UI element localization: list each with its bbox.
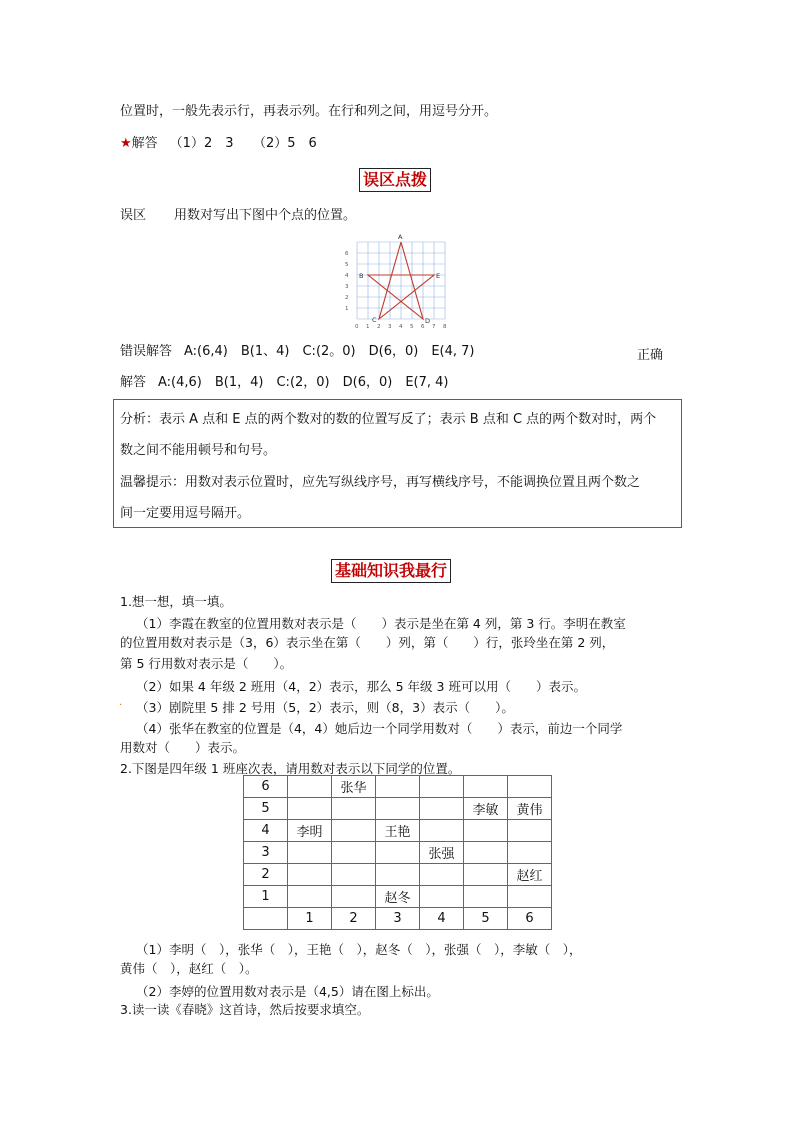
table-cell <box>420 776 464 798</box>
q2-answer-line-2: 黄伟（ ），赵红（ ）。 <box>120 961 258 976</box>
table-cell <box>420 820 464 842</box>
correct-answer-text: A:(4,6) B(1，4) C:(2，0) D(6，0) E(7, 4) <box>158 375 449 390</box>
table-cell: 3 <box>244 842 288 864</box>
table-cell <box>332 820 376 842</box>
table-cell: 赵红 <box>508 864 552 886</box>
y-tick-label: 3 <box>345 284 349 290</box>
answer-line <box>120 136 317 152</box>
y-tick-label: 5 <box>345 262 349 268</box>
table-row <box>244 820 552 842</box>
table-row <box>244 842 552 864</box>
wrong-answer-label: 错误解答 <box>120 344 173 359</box>
y-tick-label: 2 <box>345 295 349 301</box>
tip-line-1 <box>120 471 640 490</box>
table-cell <box>332 864 376 886</box>
table-cell: 李敏 <box>464 798 508 820</box>
table-row <box>244 886 552 908</box>
q1-line-6: （4）张华在教室的位置是（4，4）她后边一个同学用数对（ ）表示，前边一个同学 <box>136 721 623 736</box>
table-cell <box>420 864 464 886</box>
tip-text-1: ：用数对表示位置时，应先写纵线序号，再写横线序号，不能调换位置且两个数之 <box>172 475 641 490</box>
table-cell: 张强 <box>420 842 464 864</box>
table-cell: 2 <box>244 864 288 886</box>
table-cell <box>464 776 508 798</box>
wrong-answer-line <box>120 344 475 360</box>
table-cell <box>376 776 420 798</box>
x-tick-label: 0 <box>355 324 359 330</box>
table-cell <box>332 842 376 864</box>
tip-line-2: 间一定要用逗号隔开。 <box>120 506 251 521</box>
seat-table <box>243 775 552 930</box>
wrong-answer-text: A:(6,4) B(1、4) C:(2。0) D(6，0) E(4, 7) <box>184 344 475 359</box>
table-cell: 王艳 <box>376 820 420 842</box>
table-cell: 李明 <box>288 820 332 842</box>
error-zone-line <box>120 208 356 224</box>
x-tick-label: 3 <box>388 324 392 330</box>
correct-answer-line <box>120 375 449 391</box>
table-cell: 6 <box>508 908 552 930</box>
y-tick-label: 4 <box>345 273 349 279</box>
correct-answer-label: 解答 <box>120 375 147 390</box>
error-zone-text: 用数对写出下图中个点的位置。 <box>174 208 357 223</box>
table-row <box>244 776 552 798</box>
table-cell <box>508 776 552 798</box>
table-cell: 张华 <box>332 776 376 798</box>
q1-line-1: （1）李霞在教室的位置用数对表示是（ ）表示是坐在第 4 列，第 3 行。李明在教室 <box>136 616 626 631</box>
table-cell <box>508 886 552 908</box>
x-tick-label: 5 <box>410 324 414 330</box>
x-tick-label: 6 <box>421 324 425 330</box>
table-cell <box>420 798 464 820</box>
table-cell <box>288 776 332 798</box>
star-coordinate-figure <box>343 233 453 335</box>
table-cell: 赵冬 <box>376 886 420 908</box>
y-tick-label: 1 <box>345 306 349 312</box>
x-tick-label: 1 <box>366 324 370 330</box>
intro-line: 位置时，一般先表示行，再表示列。在行和列之间，用逗号分开。 <box>120 104 498 119</box>
y-tick-label: 6 <box>345 251 349 257</box>
point-label: B <box>359 272 364 280</box>
point-label: A <box>398 233 403 241</box>
answer-label: 解答 <box>131 136 158 151</box>
x-tick-label: 2 <box>377 324 381 330</box>
table-cell <box>244 908 288 930</box>
analysis-line-2: 数之间不能用顿号和句号。 <box>120 443 277 458</box>
q1-line-5: （3）剧院里 5 排 2 号用（5，2）表示，则（8，3）表示（ ）。 <box>136 700 514 715</box>
table-cell <box>332 798 376 820</box>
table-cell <box>464 886 508 908</box>
section-title-basic-knowledge: 基础知识我最行 <box>331 559 451 583</box>
q1-line-2: 的位置用数对表示是（3，6）表示坐在第（ ）列，第（ ）行，张玲坐在第 2 列， <box>120 635 615 650</box>
point-label: C <box>372 316 377 324</box>
table-cell <box>464 820 508 842</box>
x-tick-label: 7 <box>432 324 436 330</box>
q1-title: 1.想一想，填一填。 <box>120 594 232 609</box>
q2-answer-line-3: （2）李婷的位置用数对表示是（4,5）请在图上标出。 <box>136 984 439 999</box>
analysis-text-1: ：表示 A 点和 E 点的两个数对的数的位置写反了；表示 B 点和 C 点的两个数对时，两个 <box>146 412 657 427</box>
table-cell <box>376 842 420 864</box>
tip-label: 温馨提示 <box>120 475 173 490</box>
table-cell: 1 <box>288 908 332 930</box>
section-title-error-zone: 误区点拨 <box>359 168 431 192</box>
bullet-dot-icon: . <box>119 697 123 708</box>
table-cell: 3 <box>376 908 420 930</box>
table-cell <box>288 864 332 886</box>
table-cell: 4 <box>420 908 464 930</box>
q2-title: 2.下图是四年级 1 班座次表，请用数对表示以下同学的位置。 <box>120 761 461 776</box>
table-cell <box>376 798 420 820</box>
point-label: D <box>425 317 431 325</box>
error-zone-label: 误区 <box>120 208 147 223</box>
table-cell: 黄伟 <box>508 798 552 820</box>
q1-line-4: （2）如果 4 年级 2 班用（4，2）表示，那么 5 年级 3 班可以用（ ）表示。 <box>136 679 586 694</box>
table-cell <box>288 842 332 864</box>
table-cell <box>464 842 508 864</box>
table-cell <box>464 864 508 886</box>
table-cell: 1 <box>244 886 288 908</box>
table-row <box>244 864 552 886</box>
correct-tag: 正确 <box>637 348 664 363</box>
q1-line-7: 用数对（ ）表示。 <box>120 740 246 755</box>
table-cell <box>288 798 332 820</box>
x-tick-label: 8 <box>443 324 447 330</box>
point-label: E <box>436 272 441 280</box>
table-cell <box>376 864 420 886</box>
star-icon: ★ <box>120 136 132 151</box>
answer-text: （1）2 3 （2）5 6 <box>169 136 317 151</box>
x-tick-label: 4 <box>399 324 403 330</box>
table-cell: 6 <box>244 776 288 798</box>
table-cell: 5 <box>464 908 508 930</box>
table-cell: 4 <box>244 820 288 842</box>
table-cell <box>332 886 376 908</box>
table-cell: 2 <box>332 908 376 930</box>
table-row <box>244 908 552 930</box>
q1-line-3: 第 5 行用数对表示是（ ）。 <box>120 656 293 671</box>
table-cell <box>420 886 464 908</box>
analysis-label: 分析 <box>120 412 147 427</box>
table-row <box>244 798 552 820</box>
table-cell <box>508 820 552 842</box>
q3-title: 3.读一读《春晓》这首诗，然后按要求填空。 <box>120 1002 370 1017</box>
table-cell: 5 <box>244 798 288 820</box>
analysis-line-1 <box>120 408 656 427</box>
table-cell <box>508 842 552 864</box>
q2-answer-line-1: （1）李明（ ），张华（ ），王艳（ ），赵冬（ ），张强（ ），李敏（ ）， <box>136 942 582 957</box>
table-cell <box>288 886 332 908</box>
